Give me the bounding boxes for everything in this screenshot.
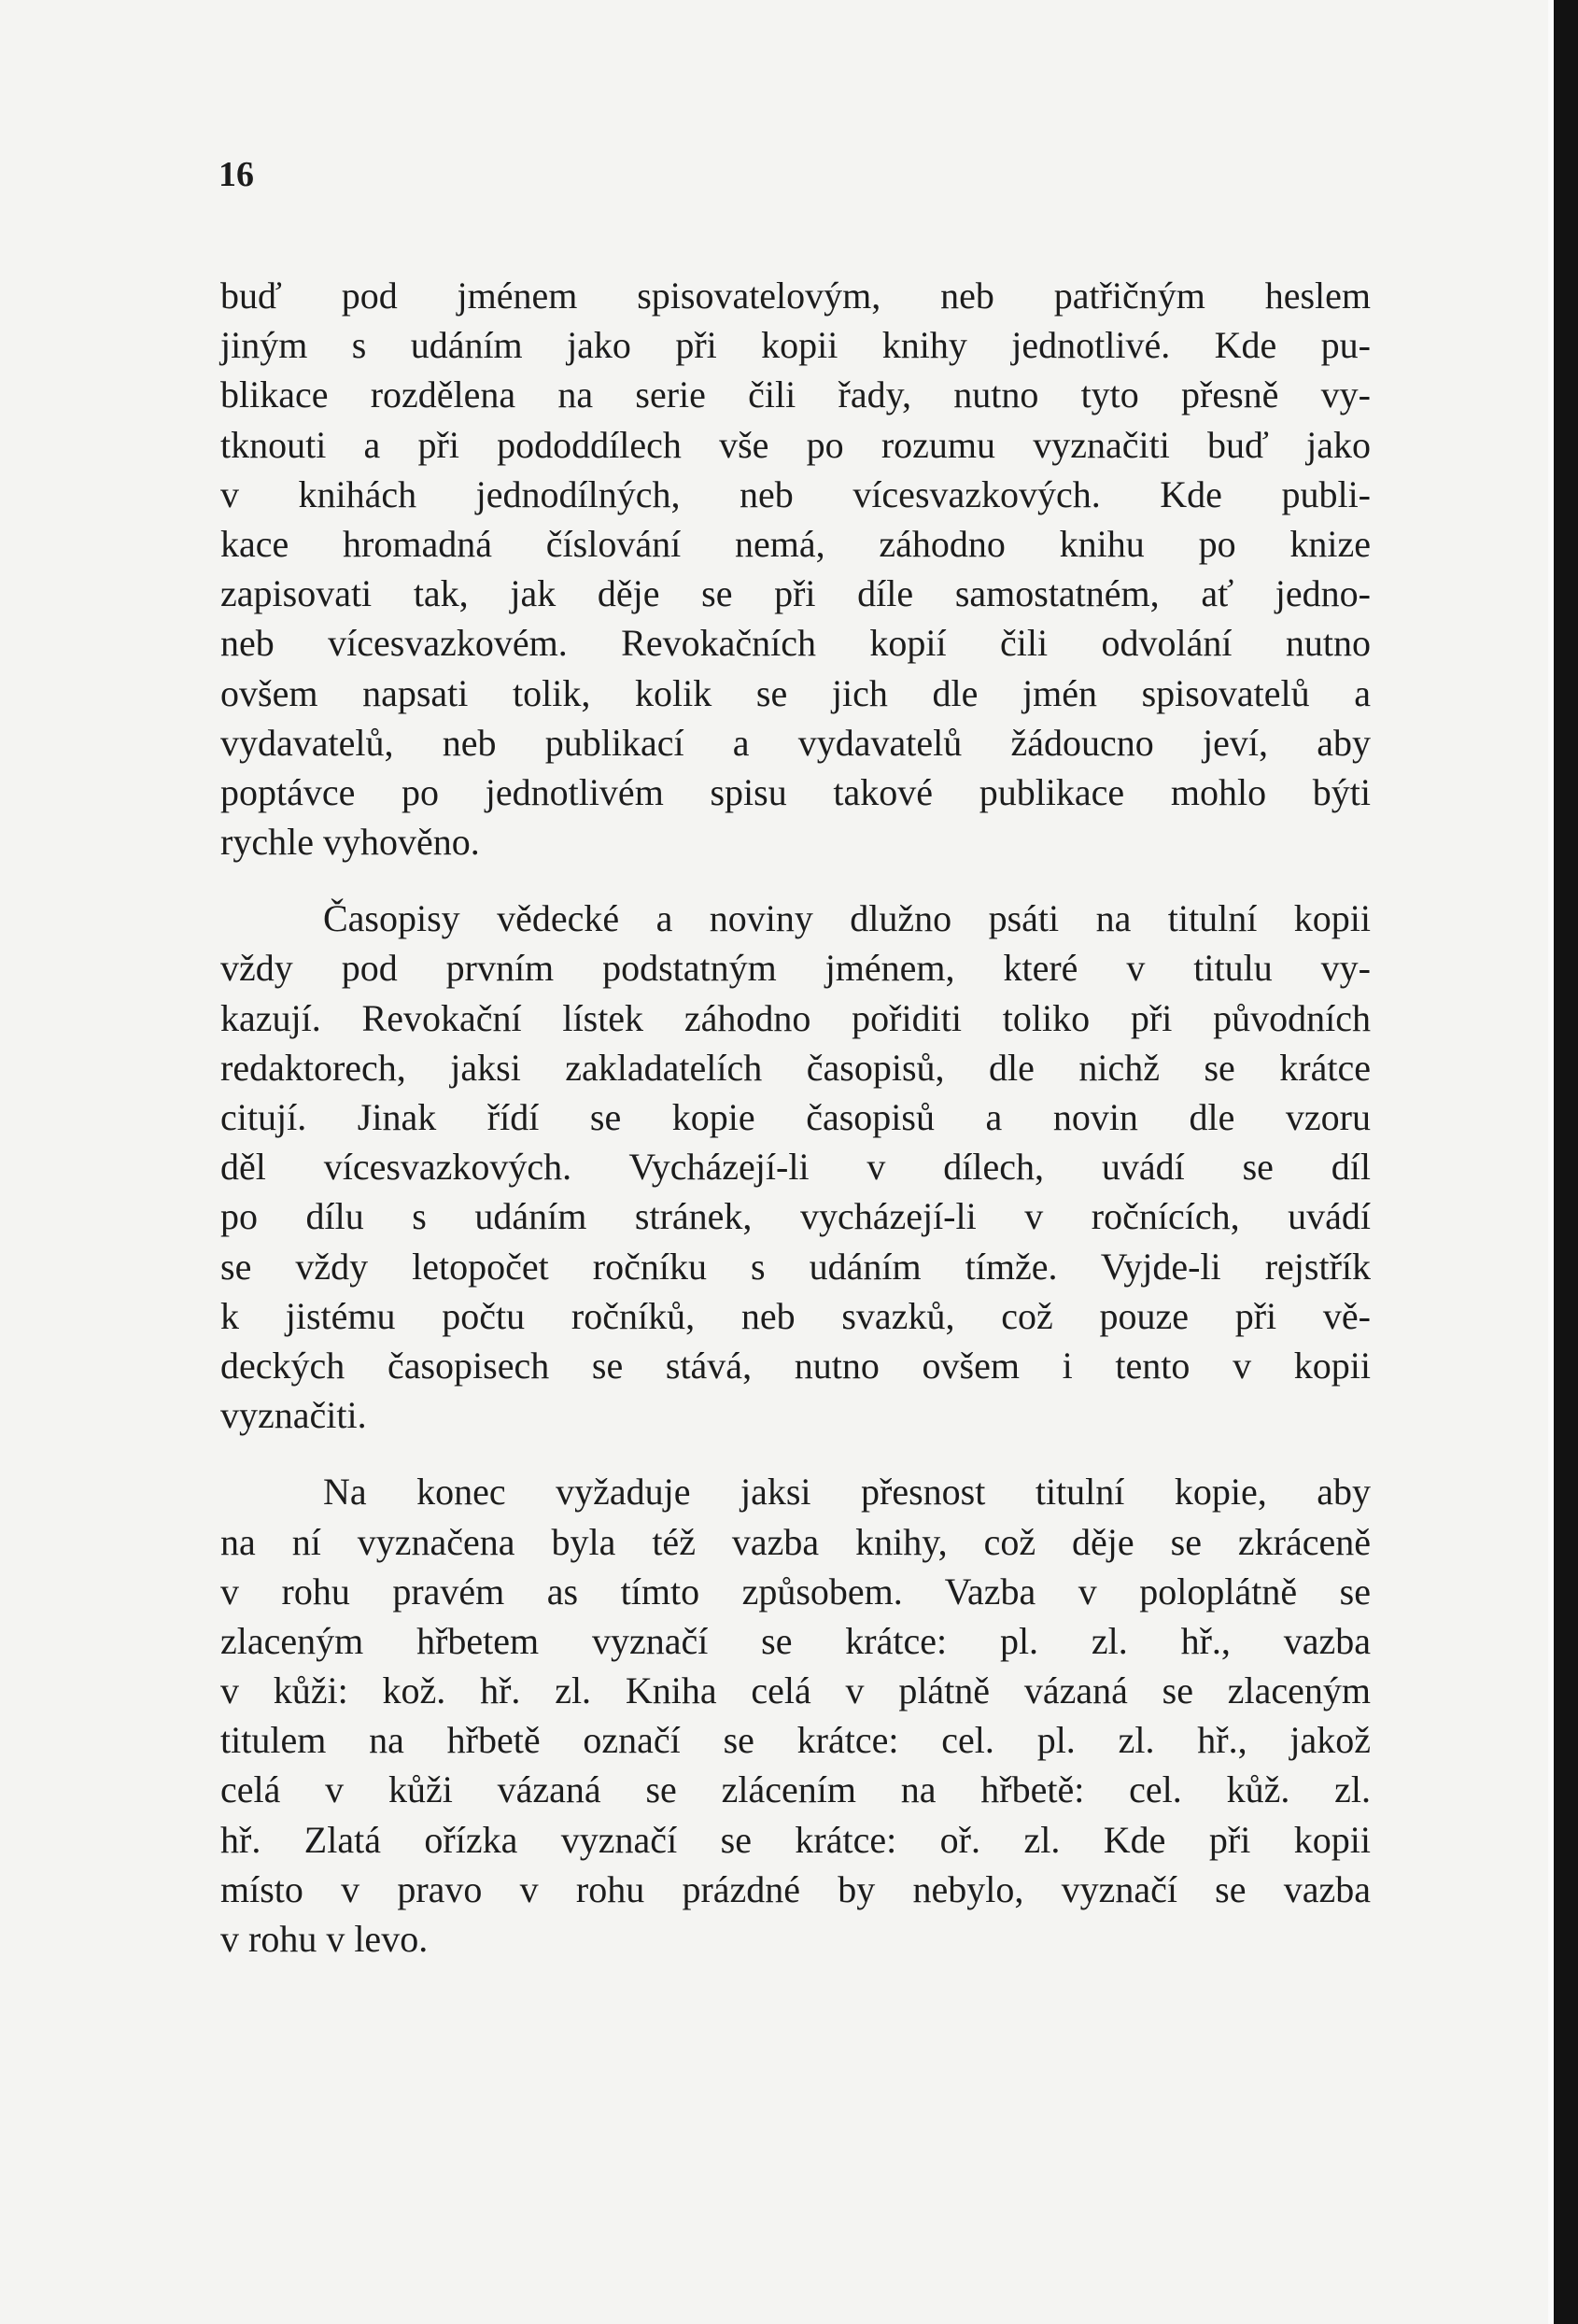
text-line: v rohu v levo. — [220, 1918, 429, 1960]
text-line: vyznačiti. — [220, 1394, 367, 1437]
text-line: místo v pravo v rohu prázdné by nebylo, vyznačí se vazba — [220, 1867, 1371, 1910]
text-line: Časopisy vědecké a noviny dlužno psáti na titulní kopii — [323, 897, 1371, 940]
text-line: celá v kůži vázaná se zlácením na hřbetě: cel. kůž. zl. — [220, 1768, 1371, 1811]
binding-edge — [1554, 0, 1578, 2324]
text-line: vždy pod prvním podstatným jménem, které v titulu vy- — [220, 947, 1371, 990]
text-line: v knihách jednodílných, neb vícesvazkových. Kde publi- — [220, 472, 1371, 515]
page-number: 16 — [218, 155, 254, 194]
text-line: zapisovati tak, jak děje se při díle samostatném, ať jedno- — [220, 572, 1371, 615]
paragraph-3 — [220, 1467, 1371, 1964]
text-line: k jistému počtu ročníků, neb svazků, což pouze při vě- — [220, 1294, 1371, 1337]
text-line: kazují. Revokační lístek záhodno pořiditi toliko při původních — [220, 996, 1371, 1039]
text-line: tknouti a při pododdílech vše po rozumu vyznačiti buď jako — [220, 423, 1371, 466]
text-line: redaktorech, jaksi zakladatelích časopisů, dle nichž se krátce — [220, 1046, 1371, 1089]
text-line: Na konec vyžaduje jaksi přesnost titulní kopie, aby — [323, 1471, 1371, 1514]
text-line: na ní vyznačena byla též vazba knihy, což děje se zkráceně — [220, 1520, 1371, 1563]
text-line: kace hromadná číslování nemá, záhodno knihu po knize — [220, 522, 1371, 565]
text-line: buď pod jménem spisovatelovým, neb patřičným heslem — [220, 275, 1371, 317]
text-line: ovšem napsati tolik, kolik se jich dle jmén spisovatelů a — [220, 671, 1371, 714]
text-line: po dílu s udáním stránek, vycházejí-li v ročnících, uvádí — [220, 1195, 1371, 1238]
text-line: v rohu pravém as tímto způsobem. Vazba v poloplátně se — [220, 1570, 1371, 1613]
text-line: v kůži: kož. hř. zl. Kniha celá v plátně vázaná se zlaceným — [220, 1669, 1371, 1712]
text-line: deckých časopisech se stává, nutno ovšem i tento v kopii — [220, 1344, 1371, 1387]
text-line: blikace rozdělena na serie čili řady, nutno tyto přesně vy- — [220, 373, 1371, 416]
body-text — [220, 271, 1371, 1964]
text-line: zlaceným hřbetem vyznačí se krátce: pl. zl. hř., vazba — [220, 1619, 1371, 1662]
text-line: titulem na hřbetě označí se krátce: cel. pl. zl. hř., jakož — [220, 1719, 1371, 1762]
text-line: rychle vyhověno. — [220, 821, 480, 864]
text-line: hř. Zlatá ořízka vyznačí se krátce: oř. zl. Kde při kopii — [220, 1818, 1371, 1861]
text-line: poptávce po jednotlivém spisu takové publikace mohlo býti — [220, 770, 1371, 813]
text-line: jiným s udáním jako při kopii knihy jednotlivé. Kde pu- — [220, 324, 1371, 367]
text-line: se vždy letopočet ročníku s udáním tímže. Vyjde-li rejstřík — [220, 1245, 1371, 1288]
text-line: vydavatelů, neb publikací a vydavatelů žádoucno jeví, aby — [220, 721, 1371, 764]
text-line: neb vícesvazkovém. Revokačních kopií čili odvolání nutno — [220, 622, 1371, 665]
paragraph-2 — [220, 894, 1371, 1440]
paragraph-1 — [220, 271, 1371, 866]
text-line: citují. Jinak řídí se kopie časopisů a novin dle vzoru — [220, 1096, 1371, 1138]
text-line: děl vícesvazkových. Vycházejí-li v dílech, uvádí se díl — [220, 1146, 1371, 1189]
